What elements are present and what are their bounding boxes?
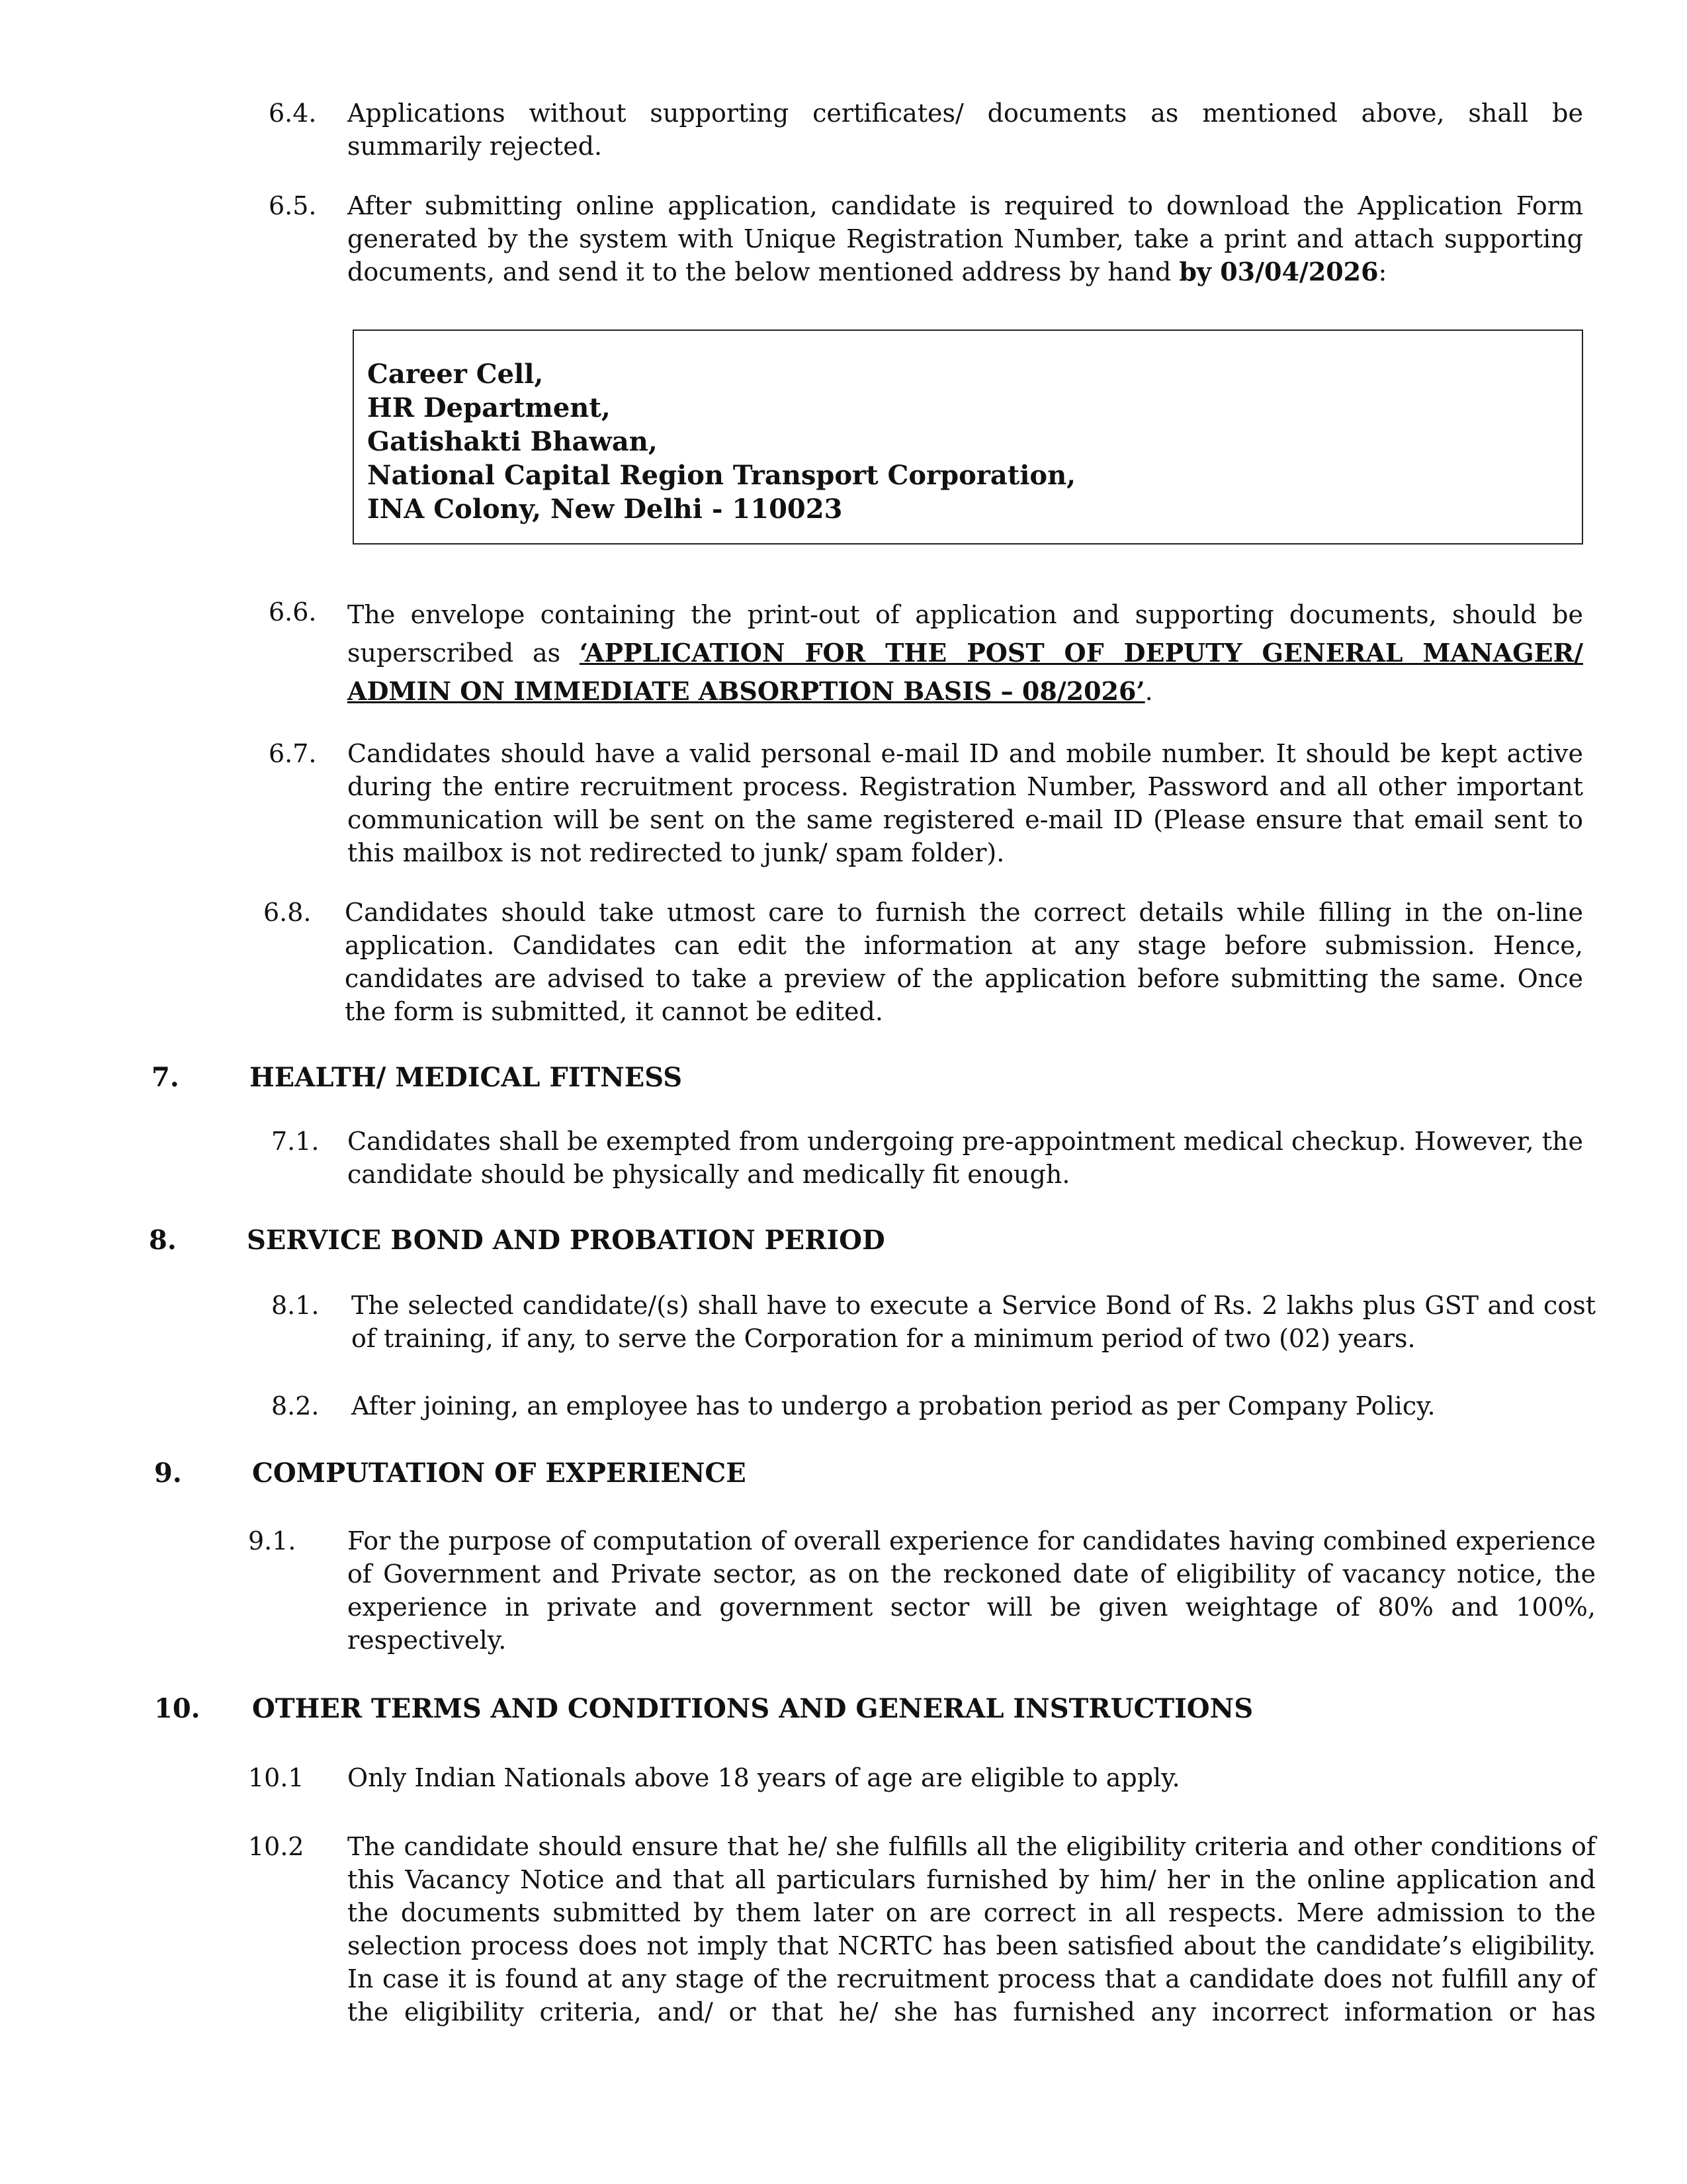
- address-line: National Capital Region Transport Corporation,: [367, 460, 1076, 491]
- clause-text: Candidates shall be exempted from undergoing pre-appointment medical checkup. However, the candidate should be physically and medically fit enough.: [347, 1127, 1583, 1189]
- section-number: 9.: [154, 1458, 182, 1489]
- clause-text: [347, 595, 1583, 711]
- clause-number: 6.8.: [263, 898, 312, 927]
- section-title: COMPUTATION OF EXPERIENCE: [252, 1458, 746, 1489]
- envelope-superscription: ‘APPLICATION FOR THE POST OF DEPUTY GENERAL MANAGER/ ADMIN ON IMMEDIATE ABSORPTION BASIS – 08/2026’: [347, 638, 1583, 706]
- clause-text: Only Indian Nationals above 18 years of age are eligible to apply.: [347, 1763, 1180, 1792]
- deadline-date: by 03/04/2026: [1179, 257, 1379, 286]
- clause-text: Applications without supporting certificates/ documents as mentioned above, shall be summarily rejected.: [347, 99, 1583, 161]
- clause-number: 10.2: [248, 1832, 304, 1861]
- clause-text-body: The envelope containing the print-out of application and supporting documents, should be superscribed as: [347, 600, 1583, 668]
- clause-number: 7.1.: [271, 1127, 320, 1156]
- address-line: Gatishakti Bhawan,: [367, 426, 658, 457]
- address-line: HR Department,: [367, 392, 611, 423]
- clause-text-body: After submitting online application, candidate is required to download the Application Form generated by the system with Unique Registration Number, take a print and attach supporting documents, and send it to the below mentioned address by hand: [347, 191, 1583, 286]
- clause-text: Candidates should have a valid personal e-mail ID and mobile number. It should be kept active during the entire recruitment process. Registration Number, Password and all other important communication will be sent on the same registered e-mail ID (Please ensure that email sent to this mailbox is not redirected to junk/ spam folder).: [347, 739, 1583, 867]
- clause-number: 8.2.: [271, 1391, 320, 1420]
- section-title: OTHER TERMS AND CONDITIONS AND GENERAL INSTRUCTIONS: [252, 1693, 1254, 1724]
- section-number: 10.: [154, 1693, 200, 1724]
- clause-number: 6.5.: [269, 191, 317, 220]
- clause-number: 10.1: [248, 1763, 304, 1792]
- section-number: 8.: [149, 1225, 177, 1256]
- clause-text: [347, 189, 1583, 288]
- clause-number: 6.7.: [269, 739, 317, 768]
- address-line: Career Cell,: [367, 359, 544, 390]
- address-line: INA Colony, New Delhi - 110023: [367, 494, 843, 525]
- clause-text: The candidate should ensure that he/ she fulfills all the eligibility criteria and other conditions of this Vacancy Notice and that all particulars furnished by him/ her in the online application and the documents submitted by them later on are correct in all respects. Mere admission to the selection process does not imply that NCRTC has been satisfied about the candidate’s eligibility. In case it is found at any stage of the recruitment process that a candidate does not fulfill any of the eligibility criteria, and/ or that he/ she has furnished any incorrect information or has: [347, 1832, 1596, 2027]
- address-box: [353, 329, 1583, 545]
- clause-text: The selected candidate/(s) shall have to execute a Service Bond of Rs. 2 lakhs plus GST and cost of training, if any, to serve the Corporation for a minimum period of two (02) years.: [351, 1291, 1596, 1353]
- clause-text: For the purpose of computation of overall experience for candidates having combined experience of Government and Private sector, as on the reckoned date of eligibility of vacancy notice, the experience in private and government sector will be given weightage of 80% and 100%, respectively.: [347, 1526, 1596, 1655]
- section-title: HEALTH/ MEDICAL FITNESS: [249, 1062, 683, 1093]
- clause-text-tail: .: [1145, 677, 1153, 706]
- clause-text: Candidates should take utmost care to furnish the correct details while filling in the on-line application. Candidates can edit the information at any stage before submission. Hence, candidates are advised to take a preview of the application before submitting the same. Once the form is submitted, it cannot be edited.: [345, 898, 1583, 1026]
- clause-number: 8.1.: [271, 1291, 320, 1320]
- clause-number: 9.1.: [248, 1526, 296, 1555]
- section-title: SERVICE BOND AND PROBATION PERIOD: [247, 1225, 885, 1256]
- clause-text-tail: :: [1378, 257, 1387, 286]
- section-number: 7.: [151, 1062, 179, 1093]
- clause-text: After joining, an employee has to undergo a probation period as per Company Policy.: [351, 1391, 1436, 1420]
- clause-number: 6.4.: [269, 99, 317, 128]
- clause-number: 6.6.: [269, 597, 317, 627]
